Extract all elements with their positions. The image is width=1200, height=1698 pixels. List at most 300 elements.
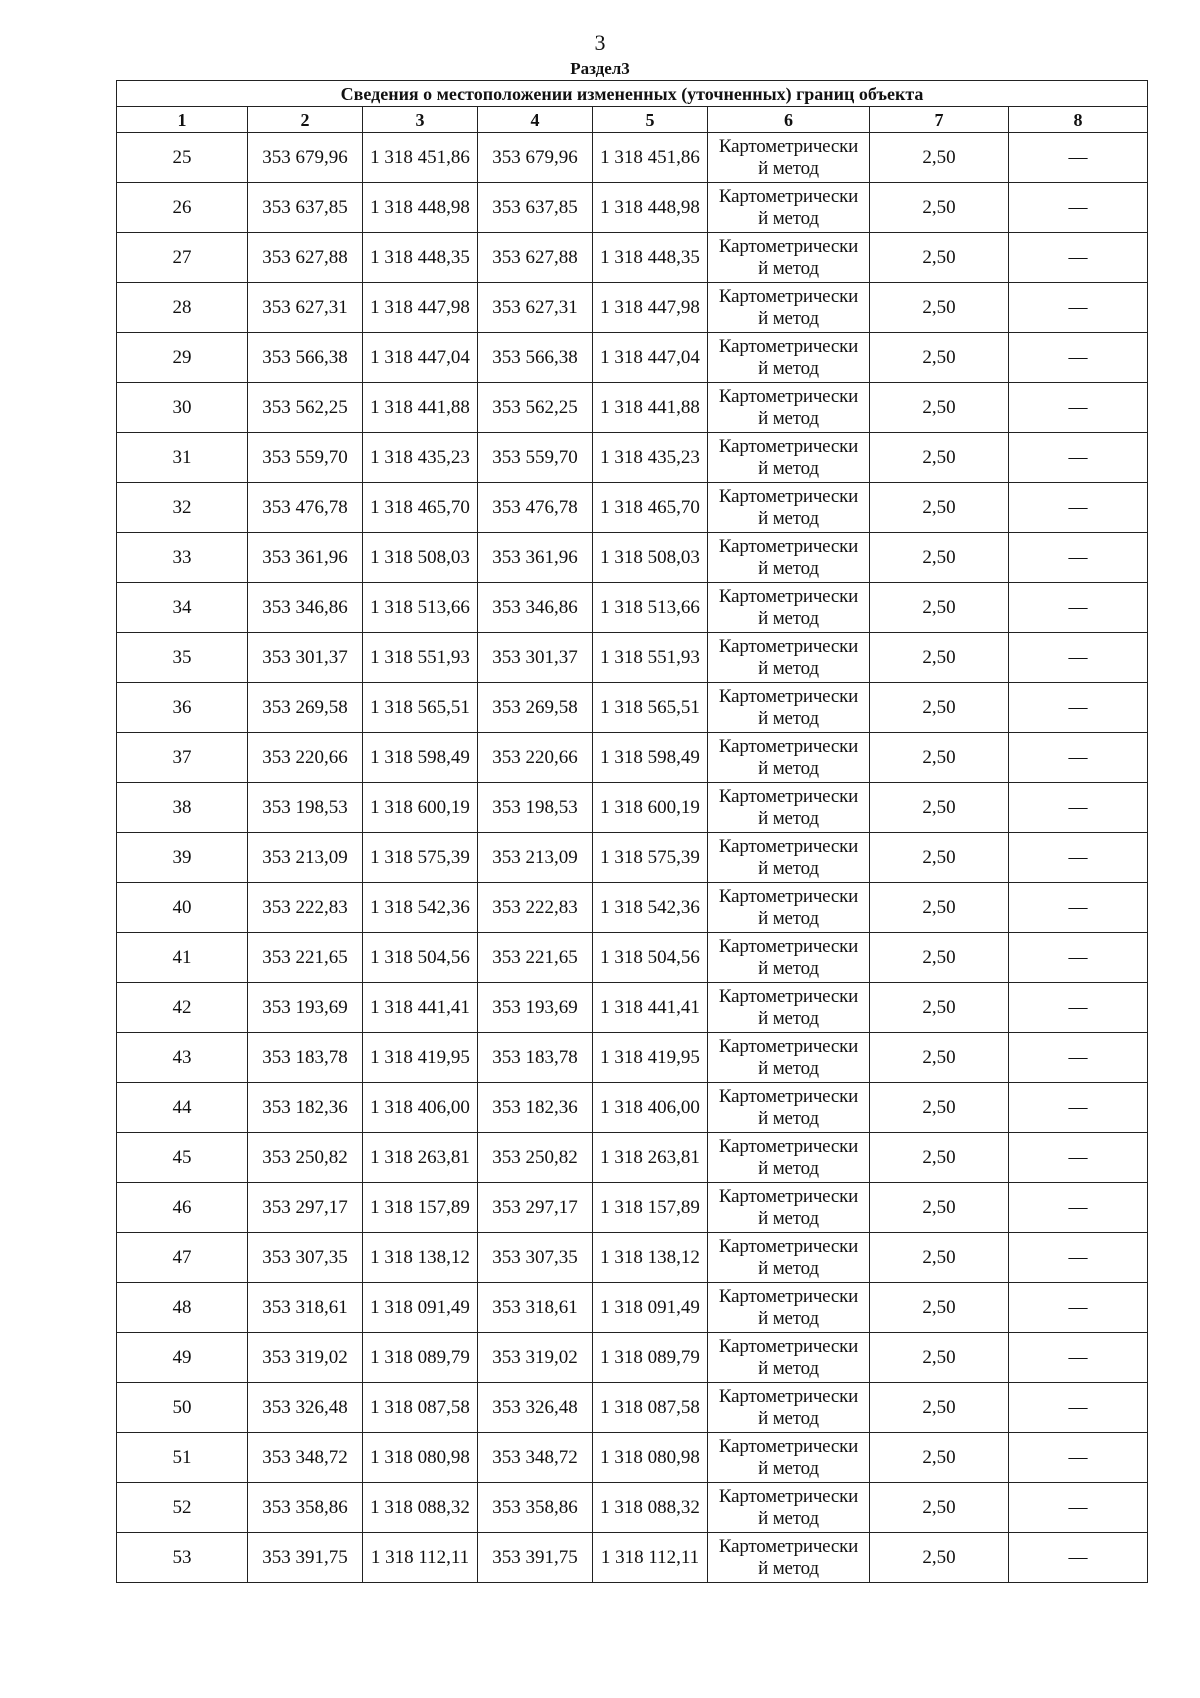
x-refined-cell: 353 346,86: [478, 583, 593, 633]
y-existing-cell: 1 318 600,19: [363, 783, 478, 833]
method-cell: [708, 1383, 870, 1433]
method-text-line: Картометрически: [718, 1185, 859, 1207]
table-row: [117, 1483, 1148, 1533]
method-text-line: Картометрически: [718, 1335, 859, 1357]
x-refined-cell: 353 319,02: [478, 1333, 593, 1383]
y-existing-cell: 1 318 447,04: [363, 333, 478, 383]
x-refined-cell: 353 627,88: [478, 233, 593, 283]
table-row: [117, 733, 1148, 783]
method-cell: [708, 233, 870, 283]
table-row: [117, 683, 1148, 733]
method-cell: [708, 283, 870, 333]
y-existing-cell: 1 318 447,98: [363, 283, 478, 333]
method-text-line: й метод: [758, 1007, 819, 1029]
accuracy-cell: 2,50: [870, 1533, 1009, 1583]
y-refined-cell: 1 318 513,66: [593, 583, 708, 633]
y-refined-cell: 1 318 508,03: [593, 533, 708, 583]
x-refined-cell: 353 361,96: [478, 533, 593, 583]
x-existing-cell: 353 346,86: [248, 583, 363, 633]
accuracy-cell: 2,50: [870, 283, 1009, 333]
method-cell: [708, 1083, 870, 1133]
y-refined-cell: 1 318 091,49: [593, 1283, 708, 1333]
method-text-line: й метод: [758, 807, 819, 829]
column-header: 7: [870, 107, 1009, 133]
point-number-cell: 49: [117, 1333, 248, 1383]
x-existing-cell: 353 637,85: [248, 183, 363, 233]
table-row: [117, 133, 1148, 183]
method-text-line: Картометрически: [718, 335, 859, 357]
description-cell: —: [1009, 583, 1148, 633]
point-number-cell: 43: [117, 1033, 248, 1083]
x-refined-cell: 353 627,31: [478, 283, 593, 333]
y-existing-cell: 1 318 565,51: [363, 683, 478, 733]
x-existing-cell: 353 198,53: [248, 783, 363, 833]
accuracy-cell: 2,50: [870, 883, 1009, 933]
x-refined-cell: 353 358,86: [478, 1483, 593, 1533]
x-refined-cell: 353 198,53: [478, 783, 593, 833]
y-refined-cell: 1 318 565,51: [593, 683, 708, 733]
point-number-cell: 36: [117, 683, 248, 733]
method-text-line: Картометрически: [718, 1085, 859, 1107]
y-refined-cell: 1 318 448,98: [593, 183, 708, 233]
method-cell: [708, 633, 870, 683]
y-existing-cell: 1 318 598,49: [363, 733, 478, 783]
method-cell: [708, 183, 870, 233]
accuracy-cell: 2,50: [870, 533, 1009, 583]
method-text-line: Картометрически: [718, 485, 859, 507]
point-number-cell: 48: [117, 1283, 248, 1333]
description-cell: —: [1009, 383, 1148, 433]
y-refined-cell: 1 318 406,00: [593, 1083, 708, 1133]
accuracy-cell: 2,50: [870, 1433, 1009, 1483]
x-existing-cell: 353 566,38: [248, 333, 363, 383]
description-cell: —: [1009, 783, 1148, 833]
x-existing-cell: 353 476,78: [248, 483, 363, 533]
table-row: [117, 1283, 1148, 1333]
x-refined-cell: 353 637,85: [478, 183, 593, 233]
table-row: [117, 583, 1148, 633]
method-text-line: й метод: [758, 307, 819, 329]
method-text-line: Картометрически: [718, 685, 859, 707]
x-existing-cell: 353 318,61: [248, 1283, 363, 1333]
method-cell: [708, 1283, 870, 1333]
table-row: [117, 1233, 1148, 1283]
point-number-cell: 35: [117, 633, 248, 683]
description-cell: —: [1009, 483, 1148, 533]
method-text-line: й метод: [758, 407, 819, 429]
method-text-line: Картометрически: [718, 1235, 859, 1257]
y-refined-cell: 1 318 138,12: [593, 1233, 708, 1283]
point-number-cell: 42: [117, 983, 248, 1033]
section-title: Раздел3: [570, 59, 630, 78]
method-cell: [708, 483, 870, 533]
x-existing-cell: 353 559,70: [248, 433, 363, 483]
x-refined-cell: 353 221,65: [478, 933, 593, 983]
column-number-row: [117, 107, 1148, 133]
y-existing-cell: 1 318 504,56: [363, 933, 478, 983]
x-existing-cell: 353 326,48: [248, 1383, 363, 1433]
method-text-line: й метод: [758, 257, 819, 279]
point-number-cell: 51: [117, 1433, 248, 1483]
accuracy-cell: 2,50: [870, 1233, 1009, 1283]
x-refined-cell: 353 182,36: [478, 1083, 593, 1133]
description-cell: —: [1009, 1483, 1148, 1533]
x-refined-cell: 353 307,35: [478, 1233, 593, 1283]
description-cell: —: [1009, 983, 1148, 1033]
y-refined-cell: 1 318 441,88: [593, 383, 708, 433]
point-number-cell: 33: [117, 533, 248, 583]
method-text-line: Картометрически: [718, 635, 859, 657]
y-refined-cell: 1 318 451,86: [593, 133, 708, 183]
description-cell: —: [1009, 183, 1148, 233]
method-text-line: й метод: [758, 457, 819, 479]
table-caption-row: [117, 81, 1148, 107]
column-header: 5: [593, 107, 708, 133]
method-text-line: Картометрически: [718, 1535, 859, 1557]
accuracy-cell: 2,50: [870, 1483, 1009, 1533]
table-row: [117, 433, 1148, 483]
accuracy-cell: 2,50: [870, 983, 1009, 1033]
method-text-line: Картометрически: [718, 1035, 859, 1057]
column-header: 3: [363, 107, 478, 133]
accuracy-cell: 2,50: [870, 483, 1009, 533]
x-existing-cell: 353 182,36: [248, 1083, 363, 1133]
description-cell: —: [1009, 933, 1148, 983]
x-existing-cell: 353 250,82: [248, 1133, 363, 1183]
y-existing-cell: 1 318 551,93: [363, 633, 478, 683]
x-existing-cell: 353 319,02: [248, 1333, 363, 1383]
method-text-line: й метод: [758, 207, 819, 229]
point-number-cell: 47: [117, 1233, 248, 1283]
table-body: [117, 133, 1148, 1583]
y-refined-cell: 1 318 447,04: [593, 333, 708, 383]
method-text-line: Картометрически: [718, 585, 859, 607]
method-cell: [708, 1233, 870, 1283]
y-existing-cell: 1 318 435,23: [363, 433, 478, 483]
x-existing-cell: 353 301,37: [248, 633, 363, 683]
y-refined-cell: 1 318 080,98: [593, 1433, 708, 1483]
method-text-line: й метод: [758, 507, 819, 529]
x-existing-cell: 353 220,66: [248, 733, 363, 783]
table-row: [117, 1333, 1148, 1383]
method-text-line: Картометрически: [718, 135, 859, 157]
point-number-cell: 30: [117, 383, 248, 433]
y-refined-cell: 1 318 419,95: [593, 1033, 708, 1083]
point-number-cell: 25: [117, 133, 248, 183]
column-header: 4: [478, 107, 593, 133]
method-text-line: й метод: [758, 557, 819, 579]
method-cell: [708, 1133, 870, 1183]
method-cell: [708, 1533, 870, 1583]
method-cell: [708, 683, 870, 733]
method-cell: [708, 1183, 870, 1233]
point-number-cell: 53: [117, 1533, 248, 1583]
table-row: [117, 1083, 1148, 1133]
y-refined-cell: 1 318 447,98: [593, 283, 708, 333]
y-refined-cell: 1 318 157,89: [593, 1183, 708, 1233]
description-cell: —: [1009, 1183, 1148, 1233]
x-existing-cell: 353 679,96: [248, 133, 363, 183]
accuracy-cell: 2,50: [870, 1133, 1009, 1183]
method-cell: [708, 333, 870, 383]
description-cell: —: [1009, 233, 1148, 283]
y-refined-cell: 1 318 448,35: [593, 233, 708, 283]
y-refined-cell: 1 318 575,39: [593, 833, 708, 883]
y-refined-cell: 1 318 551,93: [593, 633, 708, 683]
accuracy-cell: 2,50: [870, 133, 1009, 183]
y-existing-cell: 1 318 406,00: [363, 1083, 478, 1133]
column-header: 2: [248, 107, 363, 133]
accuracy-cell: 2,50: [870, 1283, 1009, 1333]
method-cell: [708, 1333, 870, 1383]
accuracy-cell: 2,50: [870, 1183, 1009, 1233]
x-refined-cell: 353 679,96: [478, 133, 593, 183]
method-cell: [708, 533, 870, 583]
point-number-cell: 46: [117, 1183, 248, 1233]
accuracy-cell: 2,50: [870, 383, 1009, 433]
description-cell: —: [1009, 683, 1148, 733]
column-header: 6: [708, 107, 870, 133]
accuracy-cell: 2,50: [870, 333, 1009, 383]
point-number-cell: 28: [117, 283, 248, 333]
method-text-line: й метод: [758, 1057, 819, 1079]
x-existing-cell: 353 183,78: [248, 1033, 363, 1083]
table-row: [117, 883, 1148, 933]
method-text-line: Картометрически: [718, 985, 859, 1007]
x-refined-cell: 353 348,72: [478, 1433, 593, 1483]
method-cell: [708, 583, 870, 633]
method-text-line: Картометрически: [718, 885, 859, 907]
y-existing-cell: 1 318 448,35: [363, 233, 478, 283]
accuracy-cell: 2,50: [870, 1083, 1009, 1133]
description-cell: —: [1009, 133, 1148, 183]
description-cell: —: [1009, 1133, 1148, 1183]
y-refined-cell: 1 318 087,58: [593, 1383, 708, 1433]
y-existing-cell: 1 318 451,86: [363, 133, 478, 183]
method-text-line: й метод: [758, 1107, 819, 1129]
x-refined-cell: 353 220,66: [478, 733, 593, 783]
y-existing-cell: 1 318 441,41: [363, 983, 478, 1033]
method-text-line: й метод: [758, 657, 819, 679]
method-text-line: Картометрически: [718, 835, 859, 857]
method-cell: [708, 1433, 870, 1483]
table-row: [117, 983, 1148, 1033]
description-cell: —: [1009, 1233, 1148, 1283]
description-cell: —: [1009, 533, 1148, 583]
accuracy-cell: 2,50: [870, 783, 1009, 833]
description-cell: —: [1009, 883, 1148, 933]
method-text-line: й метод: [758, 357, 819, 379]
method-text-line: Картометрически: [718, 1385, 859, 1407]
column-header: 1: [117, 107, 248, 133]
method-text-line: й метод: [758, 1257, 819, 1279]
method-text-line: й метод: [758, 907, 819, 929]
description-cell: —: [1009, 1433, 1148, 1483]
x-existing-cell: 353 269,58: [248, 683, 363, 733]
method-text-line: Картометрически: [718, 385, 859, 407]
method-text-line: й метод: [758, 157, 819, 179]
method-cell: [708, 1033, 870, 1083]
accuracy-cell: 2,50: [870, 633, 1009, 683]
description-cell: —: [1009, 333, 1148, 383]
method-cell: [708, 383, 870, 433]
table-row: [117, 933, 1148, 983]
accuracy-cell: 2,50: [870, 1033, 1009, 1083]
point-number-cell: 52: [117, 1483, 248, 1533]
y-existing-cell: 1 318 091,49: [363, 1283, 478, 1333]
table-row: [117, 383, 1148, 433]
y-refined-cell: 1 318 263,81: [593, 1133, 708, 1183]
table-row: [117, 1133, 1148, 1183]
table-row: [117, 183, 1148, 233]
point-number-cell: 34: [117, 583, 248, 633]
y-existing-cell: 1 318 087,58: [363, 1383, 478, 1433]
table-row: [117, 833, 1148, 883]
accuracy-cell: 2,50: [870, 683, 1009, 733]
table-row: [117, 483, 1148, 533]
point-number-cell: 41: [117, 933, 248, 983]
x-refined-cell: 353 250,82: [478, 1133, 593, 1183]
method-text-line: й метод: [758, 1457, 819, 1479]
x-refined-cell: 353 566,38: [478, 333, 593, 383]
x-refined-cell: 353 326,48: [478, 1383, 593, 1433]
x-refined-cell: 353 222,83: [478, 883, 593, 933]
accuracy-cell: 2,50: [870, 583, 1009, 633]
description-cell: —: [1009, 433, 1148, 483]
table-row: [117, 233, 1148, 283]
table-row: [117, 1183, 1148, 1233]
y-existing-cell: 1 318 575,39: [363, 833, 478, 883]
x-existing-cell: 353 297,17: [248, 1183, 363, 1233]
method-text-line: Картометрически: [718, 1485, 859, 1507]
y-existing-cell: 1 318 138,12: [363, 1233, 478, 1283]
point-number-cell: 45: [117, 1133, 248, 1183]
x-existing-cell: 353 562,25: [248, 383, 363, 433]
point-number-cell: 27: [117, 233, 248, 283]
x-existing-cell: 353 348,72: [248, 1433, 363, 1483]
point-number-cell: 31: [117, 433, 248, 483]
x-refined-cell: 353 193,69: [478, 983, 593, 1033]
y-existing-cell: 1 318 112,11: [363, 1533, 478, 1583]
y-refined-cell: 1 318 465,70: [593, 483, 708, 533]
description-cell: —: [1009, 283, 1148, 333]
method-cell: [708, 783, 870, 833]
point-number-cell: 32: [117, 483, 248, 533]
y-existing-cell: 1 318 441,88: [363, 383, 478, 433]
y-existing-cell: 1 318 088,32: [363, 1483, 478, 1533]
table-row: [117, 283, 1148, 333]
y-existing-cell: 1 318 080,98: [363, 1433, 478, 1483]
description-cell: —: [1009, 733, 1148, 783]
method-cell: [708, 433, 870, 483]
method-text-line: Картометрически: [718, 535, 859, 557]
table-row: [117, 783, 1148, 833]
y-existing-cell: 1 318 089,79: [363, 1333, 478, 1383]
x-existing-cell: 353 307,35: [248, 1233, 363, 1283]
description-cell: —: [1009, 1383, 1148, 1433]
method-text-line: Картометрически: [718, 185, 859, 207]
point-number-cell: 40: [117, 883, 248, 933]
x-refined-cell: 353 559,70: [478, 433, 593, 483]
x-refined-cell: 353 269,58: [478, 683, 593, 733]
description-cell: —: [1009, 833, 1148, 883]
point-number-cell: 26: [117, 183, 248, 233]
page-number: 3: [594, 30, 606, 55]
point-number-cell: 38: [117, 783, 248, 833]
table-row: [117, 1383, 1148, 1433]
method-text-line: Картометрически: [718, 235, 859, 257]
point-number-cell: 44: [117, 1083, 248, 1133]
method-text-line: й метод: [758, 757, 819, 779]
point-number-cell: 29: [117, 333, 248, 383]
y-existing-cell: 1 318 465,70: [363, 483, 478, 533]
method-text-line: й метод: [758, 1357, 819, 1379]
x-existing-cell: 353 222,83: [248, 883, 363, 933]
method-text-line: Картометрически: [718, 285, 859, 307]
x-existing-cell: 353 193,69: [248, 983, 363, 1033]
method-text-line: й метод: [758, 1507, 819, 1529]
x-refined-cell: 353 183,78: [478, 1033, 593, 1083]
table-row: [117, 533, 1148, 583]
description-cell: —: [1009, 1533, 1148, 1583]
method-cell: [708, 1483, 870, 1533]
method-text-line: й метод: [758, 607, 819, 629]
y-existing-cell: 1 318 513,66: [363, 583, 478, 633]
y-existing-cell: 1 318 263,81: [363, 1133, 478, 1183]
table-row: [117, 1433, 1148, 1483]
accuracy-cell: 2,50: [870, 233, 1009, 283]
y-refined-cell: 1 318 089,79: [593, 1333, 708, 1383]
y-existing-cell: 1 318 508,03: [363, 533, 478, 583]
y-existing-cell: 1 318 419,95: [363, 1033, 478, 1083]
x-refined-cell: 353 301,37: [478, 633, 593, 683]
accuracy-cell: 2,50: [870, 733, 1009, 783]
y-refined-cell: 1 318 504,56: [593, 933, 708, 983]
method-text-line: й метод: [758, 1557, 819, 1579]
x-existing-cell: 353 627,31: [248, 283, 363, 333]
x-existing-cell: 353 213,09: [248, 833, 363, 883]
accuracy-cell: 2,50: [870, 1383, 1009, 1433]
method-text-line: Картометрически: [718, 935, 859, 957]
table-caption: Сведения о местоположении измененных (уточненных) границ объекта: [117, 81, 1148, 107]
method-text-line: й метод: [758, 1307, 819, 1329]
method-text-line: й метод: [758, 957, 819, 979]
y-refined-cell: 1 318 600,19: [593, 783, 708, 833]
accuracy-cell: 2,50: [870, 933, 1009, 983]
y-existing-cell: 1 318 157,89: [363, 1183, 478, 1233]
point-number-cell: 50: [117, 1383, 248, 1433]
description-cell: —: [1009, 1033, 1148, 1083]
method-text-line: й метод: [758, 707, 819, 729]
coordinates-table: [116, 80, 1148, 1583]
method-text-line: Картометрически: [718, 1135, 859, 1157]
y-refined-cell: 1 318 441,41: [593, 983, 708, 1033]
method-cell: [708, 883, 870, 933]
method-text-line: й метод: [758, 857, 819, 879]
y-refined-cell: 1 318 598,49: [593, 733, 708, 783]
method-cell: [708, 133, 870, 183]
method-text-line: Картометрически: [718, 1285, 859, 1307]
method-text-line: Картометрически: [718, 1435, 859, 1457]
x-refined-cell: 353 318,61: [478, 1283, 593, 1333]
accuracy-cell: 2,50: [870, 1333, 1009, 1383]
method-text-line: Картометрически: [718, 785, 859, 807]
table-row: [117, 1033, 1148, 1083]
description-cell: —: [1009, 1083, 1148, 1133]
description-cell: —: [1009, 1283, 1148, 1333]
x-existing-cell: 353 358,86: [248, 1483, 363, 1533]
table-row: [117, 333, 1148, 383]
